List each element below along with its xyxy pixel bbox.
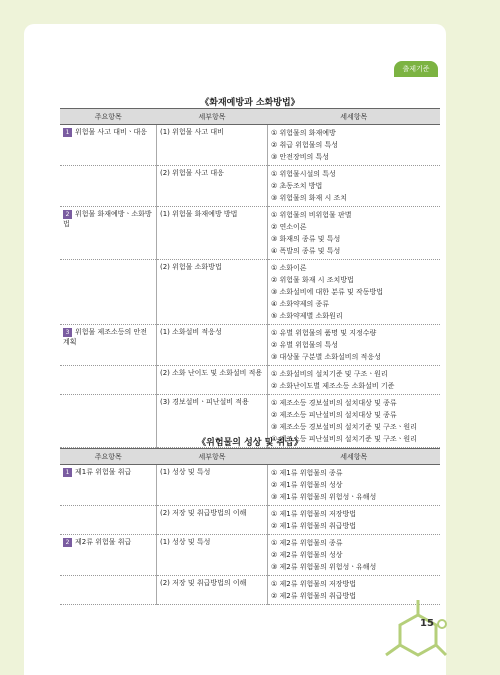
main-item-label: 위험물 제조소등의 안전계획: [63, 328, 148, 346]
table-row: [60, 506, 440, 535]
main-item-cell: [60, 260, 157, 325]
header-row: [60, 109, 440, 125]
detail-item: ① 제조소등 경보설비의 설치대상 및 종류: [271, 399, 397, 407]
sub-item-cell: (1) 성상 및 특성: [157, 535, 268, 576]
detail-item-cell: [268, 166, 441, 207]
main-item-cell: [60, 125, 157, 166]
table-row: [60, 207, 440, 260]
main-item-cell: [60, 207, 157, 260]
detail-item: ② 취급 위험물의 특성: [271, 141, 339, 149]
detail-item: ① 위험물의 비위험물 판별: [271, 211, 352, 219]
item-number-badge: 1: [63, 468, 72, 477]
main-item-cell: [60, 325, 157, 366]
main-item-cell: [60, 535, 157, 576]
table-row: [60, 325, 440, 366]
table-row: [60, 535, 440, 576]
detail-item-cell: [268, 260, 441, 325]
detail-item-cell: [268, 125, 441, 166]
table-row: [60, 260, 440, 325]
detail-item: ③ 위험물의 화재 시 조치: [271, 194, 348, 202]
item-number-badge: 2: [63, 538, 72, 547]
detail-item-cell: [268, 506, 441, 535]
detail-item: ① 제1류 위험물의 종류: [271, 469, 343, 477]
table-row: [60, 465, 440, 506]
sub-item-cell: (1) 위험물 사고 대비: [157, 125, 268, 166]
detail-item: ① 제2류 위험물의 저장방법: [271, 580, 357, 588]
main-item-cell: [60, 465, 157, 506]
detail-item: ⑤ 소화약제별 소화원리: [271, 312, 343, 320]
page-number: 15: [420, 618, 434, 629]
detail-item-cell: [268, 535, 441, 576]
sub-item-cell: (2) 저장 및 취급방법의 이해: [157, 576, 268, 605]
column-header: 주요항목: [60, 449, 157, 465]
sub-item-cell: (2) 저장 및 취급방법의 이해: [157, 506, 268, 535]
detail-item: ③ 제1류 위험물의 위험성ㆍ유해성: [271, 493, 377, 501]
detail-item-cell: [268, 465, 441, 506]
column-header: 세부항목: [157, 109, 268, 125]
main-item-label: 위험물 사고 대비ㆍ대응: [75, 128, 148, 136]
table1: [60, 108, 440, 448]
table-row: [60, 125, 440, 166]
sub-item-cell: (2) 소화 난이도 및 소화설비 적용: [157, 366, 268, 395]
detail-item: ④ 폭발의 종류 및 특성: [271, 247, 341, 255]
table1-title: 《화재예방과 소화방법》: [200, 98, 300, 108]
main-item-cell: [60, 166, 157, 207]
detail-item: ② 제1류 위험물의 취급방법: [271, 522, 357, 530]
detail-item: ③ 안전장비의 특성: [271, 153, 330, 161]
detail-item: ③ 제조소등 경보설비의 설치기준 및 구조ㆍ원리: [271, 423, 417, 431]
detail-item: ③ 소화설비에 대한 분류 및 작동방법: [271, 288, 384, 296]
table2-title: 《위험물의 성상 및 취급》: [197, 438, 303, 448]
detail-item: ② 소화난이도별 제조소등 소화설비 기준: [271, 382, 395, 390]
main-item-cell: [60, 506, 157, 535]
table2: [60, 448, 440, 605]
sub-item-cell: (2) 위험물 사고 대응: [157, 166, 268, 207]
column-header: 세부항목: [157, 449, 268, 465]
main-item-label: 위험물 화재예방ㆍ소화방법: [63, 210, 152, 228]
detail-item: ① 유별 위험물의 품명 및 지정수량: [271, 329, 377, 337]
detail-item: ③ 제2류 위험물의 위험성ㆍ유해성: [271, 563, 377, 571]
main-item-cell: [60, 576, 157, 605]
detail-item: ② 제조소등 피난설비의 설치대상 및 종류: [271, 411, 397, 419]
table-row: [60, 166, 440, 207]
table-row: [60, 366, 440, 395]
column-header: 세세항목: [268, 109, 441, 125]
sub-item-cell: (1) 소화설비 적응성: [157, 325, 268, 366]
detail-item: ② 연소이론: [271, 223, 307, 231]
sub-item-cell: (3) 경보설비ㆍ피난설비 적용: [157, 395, 268, 448]
detail-item: ② 제2류 위험물의 성상: [271, 551, 343, 559]
item-number-badge: 1: [63, 128, 72, 137]
detail-item: ② 제1류 위험물의 성상: [271, 481, 343, 489]
main-item-cell: [60, 366, 157, 395]
detail-item: ① 소화설비의 설치기준 및 구조ㆍ원리: [271, 370, 388, 378]
sub-item-cell: (1) 위험물 화재예방 방법: [157, 207, 268, 260]
detail-item: ② 초동조치 방법: [271, 182, 323, 190]
detail-item: ③ 대상물 구분별 소화설비의 적응성: [271, 353, 381, 361]
detail-item: ① 위험물시설의 특성: [271, 170, 336, 178]
detail-item: ② 유별 위험물의 특성: [271, 341, 339, 349]
detail-item: ③ 화재의 종류 및 특성: [271, 235, 341, 243]
header-tab: 출제기준: [394, 61, 438, 77]
detail-item: ② 위험물 화재 시 조치방법: [271, 276, 354, 284]
detail-item: ① 위험물의 화재예방: [271, 129, 336, 137]
detail-item-cell: [268, 325, 441, 366]
main-item-label: 제2류 위험물 취급: [75, 538, 132, 546]
detail-item: ① 소화이론: [271, 264, 307, 272]
sub-item-cell: (2) 위험물 소화방법: [157, 260, 268, 325]
detail-item-cell: [268, 207, 441, 260]
column-header: 주요항목: [60, 109, 157, 125]
detail-item: ① 제1류 위험물의 저장방법: [271, 510, 357, 518]
detail-item: ④ 제조소등 피난설비의 설치기준 및 구조ㆍ원리: [271, 435, 417, 443]
column-header: 세세항목: [268, 449, 441, 465]
item-number-badge: 3: [63, 328, 72, 337]
molecule-decoration: [380, 600, 450, 675]
detail-item: ② 제2류 위험물의 취급방법: [271, 592, 357, 600]
detail-item: ① 제2류 위험물의 종류: [271, 539, 343, 547]
header-row: [60, 449, 440, 465]
sub-item-cell: (1) 성상 및 특성: [157, 465, 268, 506]
item-number-badge: 2: [63, 210, 72, 219]
detail-item-cell: [268, 366, 441, 395]
main-item-label: 제1류 위험물 취급: [75, 468, 132, 476]
page-top-margin: [24, 0, 446, 24]
detail-item: ④ 소화약제의 종류: [271, 300, 330, 308]
